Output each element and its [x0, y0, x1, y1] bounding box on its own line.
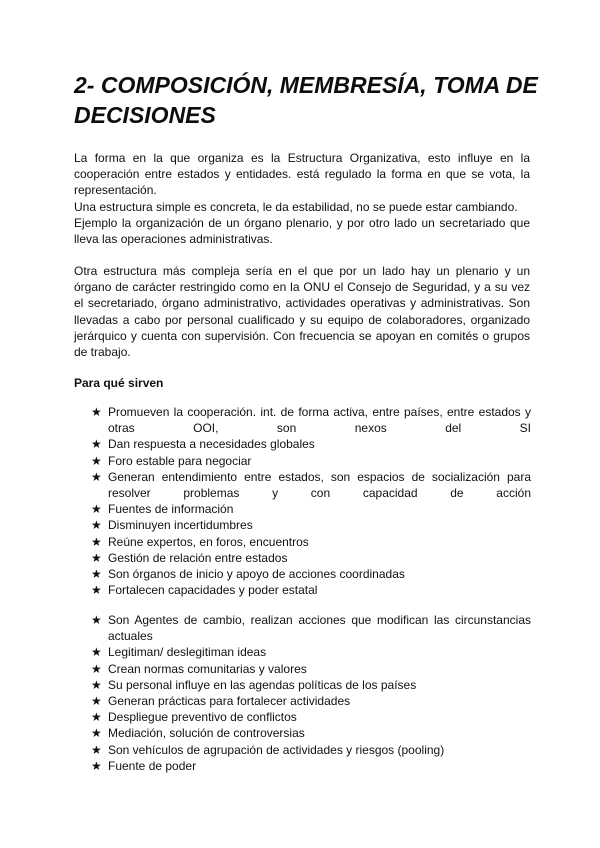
- star-bullet-icon: ★: [91, 518, 102, 533]
- list-item-text: Son Agentes de cambio, realizan acciones que modifican las circunstancias actuales: [108, 613, 531, 644]
- star-bullet-icon: ★: [91, 613, 102, 627]
- list-item: [91, 404, 531, 436]
- list-item-text: Son vehículos de agrupación de actividades y riesgos (pooling): [108, 742, 445, 757]
- list-item-text: Foro estable para negociar: [108, 453, 252, 468]
- list-item-text: Promueven la cooperación. int. de forma activa, entre países, entre estados y otras OOI, son nexos del SI: [108, 405, 531, 436]
- list-item-text: Generan entendimiento entre estados, son espacios de socialización para resolver problemas y con capacidad de acción: [108, 469, 531, 501]
- list-item: [91, 758, 531, 774]
- list-item: [91, 453, 531, 469]
- star-bullet-icon: ★: [91, 534, 102, 549]
- star-bullet-icon: ★: [91, 469, 102, 484]
- list-item: [91, 709, 531, 725]
- list-item: [91, 644, 531, 660]
- list-item-text: Son órganos de inicio y apoyo de acciones coordinadas: [108, 567, 405, 582]
- list-item-text: Disminuyen incertidumbres: [108, 518, 253, 533]
- list-item-text: Generan prácticas para fortalecer actividades: [108, 694, 351, 709]
- paragraph-line: de trabajo.: [74, 345, 131, 360]
- star-bullet-icon: ★: [91, 437, 102, 452]
- star-bullet-icon: ★: [91, 710, 102, 725]
- star-bullet-icon: ★: [91, 758, 102, 773]
- paragraph-estructura-compleja: [74, 263, 530, 360]
- star-bullet-icon: ★: [91, 502, 102, 517]
- bullet-list-agentes: [91, 612, 531, 774]
- paragraph-line: cooperación entre estados y entidades. está regulado la forma en que se vota, la: [74, 167, 530, 182]
- list-item: [91, 612, 531, 644]
- list-item-text: Legitiman/ deslegitiman ideas: [108, 645, 267, 660]
- star-bullet-icon: ★: [91, 726, 102, 741]
- star-bullet-icon: ★: [91, 583, 102, 598]
- paragraph-line: Ejemplo la organización de un órgano plenario, y por otro lado un secretariado que: [74, 215, 530, 230]
- list-item-text: Reúne expertos, en foros, encuentros: [108, 534, 309, 549]
- list-item-text: Despliegue preventivo de conflictos: [108, 710, 297, 725]
- paragraph-line: Una estructura simple es concreta, le da estabilidad, no se puede estar cambiando.: [74, 199, 518, 214]
- list-item-text: Fortalecen capacidades y poder estatal: [108, 583, 318, 598]
- list-item-text: Crean normas comunitarias y valores: [108, 661, 307, 676]
- paragraph-line: órgano de carácter restringido como en la ONU el Consejo de Seguridad, y a su vez: [74, 280, 530, 295]
- list-item: [91, 725, 531, 741]
- star-bullet-icon: ★: [91, 694, 102, 709]
- list-item: [91, 582, 531, 598]
- paragraph-estructura-organizativa: [74, 150, 530, 247]
- page-title: 2- COMPOSICIÓN, MEMBRESÍA, TOMA DE DECISIONES: [74, 72, 538, 128]
- star-bullet-icon: ★: [91, 453, 102, 468]
- star-bullet-icon: ★: [91, 661, 102, 676]
- star-bullet-icon: ★: [91, 405, 102, 419]
- list-item: [91, 534, 531, 550]
- paragraph-line: representación.: [74, 183, 157, 198]
- star-bullet-icon: ★: [91, 677, 102, 692]
- paragraph-line: llevadas a cabo por personal cualificado y su equipo de colaboradores, organizado: [74, 312, 530, 327]
- bullet-list-funciones: [91, 404, 531, 598]
- list-item: [91, 469, 531, 501]
- list-item: [91, 566, 531, 582]
- list-item: [91, 677, 531, 693]
- list-item-text: Su personal influye en las agendas políticas de los países: [108, 677, 417, 692]
- paragraph-line: jerárquico y cuenta con supervisión. Con frecuencia se apoyan en comités o grupos: [74, 328, 530, 343]
- list-item-text: Gestión de relación entre estados: [108, 550, 288, 565]
- list-item-text: Fuentes de información: [108, 502, 234, 517]
- list-item: [91, 742, 531, 758]
- list-item: [91, 517, 531, 533]
- paragraph-line: lleva las operaciones administrativas.: [74, 232, 273, 247]
- star-bullet-icon: ★: [91, 645, 102, 660]
- list-item: [91, 661, 531, 677]
- list-item-text: Dan respuesta a necesidades globales: [108, 437, 315, 452]
- list-item: [91, 693, 531, 709]
- section-subheading: Para qué sirven: [74, 376, 164, 390]
- star-bullet-icon: ★: [91, 550, 102, 565]
- list-item: [91, 550, 531, 566]
- paragraph-line: La forma en la que organiza es la Estructura Organizativa, esto influye en la: [74, 151, 530, 165]
- paragraph-line: Otra estructura más compleja sería en el que por un lado hay un plenario y un: [74, 264, 530, 278]
- list-item: [91, 436, 531, 452]
- list-item-text: Fuente de poder: [108, 758, 197, 773]
- list-item-text: Mediación, solución de controversias: [108, 726, 305, 741]
- list-item: [91, 501, 531, 517]
- star-bullet-icon: ★: [91, 742, 102, 757]
- paragraph-line: el secretariado, órgano administrativo, actividades operativas y administrativas. Son: [74, 296, 530, 311]
- star-bullet-icon: ★: [91, 567, 102, 582]
